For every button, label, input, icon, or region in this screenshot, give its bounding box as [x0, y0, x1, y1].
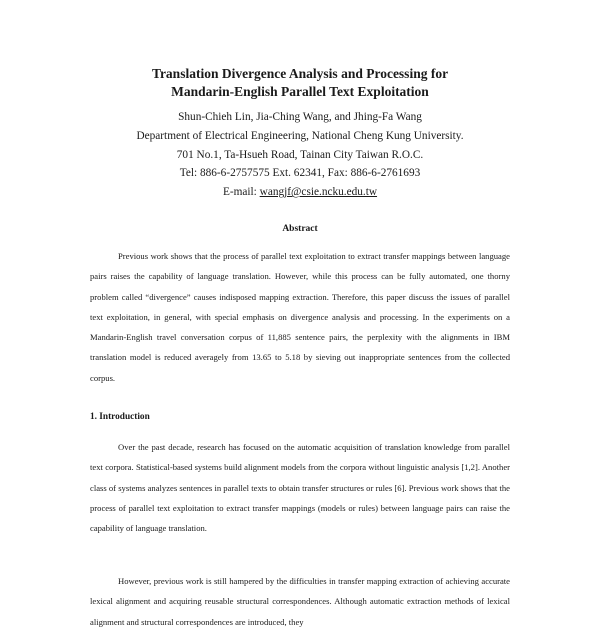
affiliation-address: 701 No.1, Ta-Hsueh Road, Tainan City Taiwan R.O.C.: [176, 149, 424, 161]
paper-title-line-2: Mandarin-English Parallel Text Exploitation: [171, 84, 429, 99]
contact-tel-fax: Tel: 886-6-2757575 Ext. 62341, Fax: 886-6-2761693: [179, 167, 421, 179]
author-list: Shun-Chieh Lin, Jia-Ching Wang, and Jhing-Fa Wang: [178, 111, 422, 123]
paper-title-line-1: Translation Divergence Analysis and Processing for: [151, 66, 449, 81]
affiliation-department: Department of Electrical Engineering, National Cheng Kung University.: [136, 130, 464, 142]
contact-email-line: [40, 185, 560, 199]
abstract-text: Previous work shows that the process of parallel text exploitation to extract transfer mappings between language pairs raises the capability of language translation. However, while this process can be fully automated, one thorny problem called “divergence” causes indisposed mapping extraction. Therefore, this paper discuss the issues of parallel text exploitation, in general, with special emphasis on divergence analysis and processing. In the experiments on a Mandarin-English travel conversation corpus of 11,885 sentence pairs, the perplexity with the alignments in IBM translation model is reduced averagely from 13.65 to 5.18 by sieving out inappropriate sentences from the collected corpus.: [90, 251, 510, 383]
introduction-paragraph-2: However, previous work is still hampered by the difficulties in transfer mapping extraction of achieving accurate lexical alignment and acquiring reusable structural correspondences. Although automatic extraction methods of lexical alignment and structural correspondences are introduced, they: [90, 576, 510, 627]
introduction-heading: 1. Introduction: [90, 412, 150, 422]
email-label: E-mail:: [222, 186, 260, 198]
abstract-heading: Abstract: [282, 224, 318, 234]
email-link[interactable]: wangjf@csie.ncku.edu.tw: [259, 186, 378, 198]
introduction-paragraph-1: Over the past decade, research has focused on the automatic acquisition of translation knowledge from parallel text corpora. Statistical-based systems build alignment models from the corpora without linguistic analysis [1,2]. Another class of systems analyzes sentences in parallel texts to obtain transfer structures or rules [6]. Previous work shows that the process of parallel text exploitation to extract transfer mappings (models or rules) between language pairs can raise the capability of language translation.: [90, 442, 510, 534]
